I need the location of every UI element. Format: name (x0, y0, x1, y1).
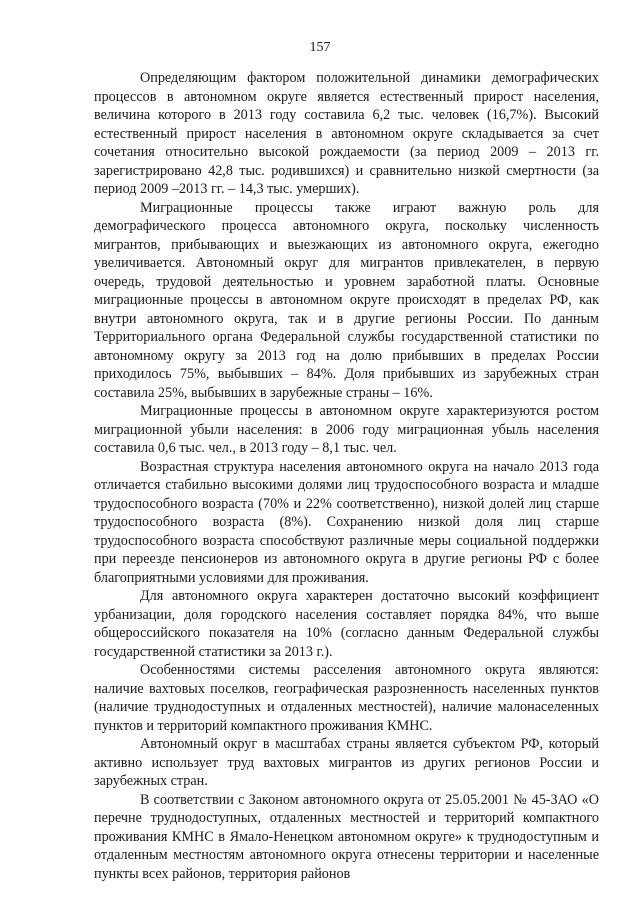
page-number: 157 (309, 40, 331, 55)
paragraph-natural-growth: Определяющим фактором положительной динамики демографических процессов в автономном округе является естественный прирост населения, величина которого в 2013 году составила 6,2 тыс. человек (16,7%). Высокий естественный прирост населения в автономном округе складывается за счет сочетания относительно высокой рождаемости (за период 2009 – 2013 гг. зарегистрировано 42,8 тыс. родившихся) и сравнительно низкой смертности (за период 2009 –2013 гг. – 14,3 тыс. умерших). (94, 70, 599, 197)
paragraph-shift-migrants: Автономный округ в масштабах страны является субъектом РФ, который активно использует труд вахтовых мигрантов из других регионов России и зарубежных стран. (94, 736, 599, 789)
paragraph-law-reference: В соответствии с Законом автономного округа от 25.05.2001 № 45-ЗАО «О перечне труднодоступных, отдаленных местностей и территорий компактного проживания КМНС в Ямало-Ненецком автономном округе» к труднодоступным и отдаленным местностям автономного округа отнесены территории и населенные пункты всех районов, территория районов (94, 791, 599, 882)
document-body (94, 69, 599, 883)
paragraph-migration-decline: Миграционные процессы в автономном округе характеризуются ростом миграционной убыли населения: в 2006 году миграционная убыль населения составила 0,6 тыс. чел., в 2013 году – 8,1 тыс. чел. (94, 403, 599, 456)
paragraph-age-structure: Возрастная структура населения автономного округа на начало 2013 года отличается стабильно высокими долями лиц трудоспособного возраста и младше трудоспособного возраста (70% и 22% соответственно), низкой долей лиц старше трудоспособного возраста (8%). Сохранению низкой доля лиц старше трудоспособного возраста способствуют различные меры социальной поддержки при переезде пенсионеров из автономного округа в другие регионы РФ с более благоприятными условиями для проживания. (94, 458, 599, 586)
paragraph-urbanization: Для автономного округа характерен достаточно высокий коэффициент урбанизации, доля городского населения составляет порядка 84%, что выше общероссийского показателя на 10% (согласно данным Федеральной службы государственной статистики за 2013 г.). (94, 588, 599, 660)
paragraph-settlement-system: Особенностями системы расселения автономного округа являются: наличие вахтовых поселков, географическая разрозненность населенных пунктов (наличие труднодоступных и отдаленных местностей), наличие малонаселенных пунктов и территорий компактного проживания КМНС. (94, 662, 599, 734)
paragraph-migration-processes: Миграционные процессы также играют важную роль для демографического процесса автономного округа, поскольку численность мигрантов, прибывающих и выезжающих из автономного округа, ежегодно увеличивается. Автономный округ для мигрантов привлекателен, в первую очередь, трудовой деятельностью и уровнем заработной платы. Основные миграционные процессы в автономном округе происходят в пределах РФ, как внутри автономного округа, так и в другие регионы России. По данным Территориального органа Федеральной службы государственной статистики по автономному округу за 2013 год на долю прибывших в пределах России приходилось 75%, выбывших – 84%. Доля прибывших из зарубежных стран составила 25%, выбывших в зарубежные страны – 16%. (94, 199, 599, 401)
